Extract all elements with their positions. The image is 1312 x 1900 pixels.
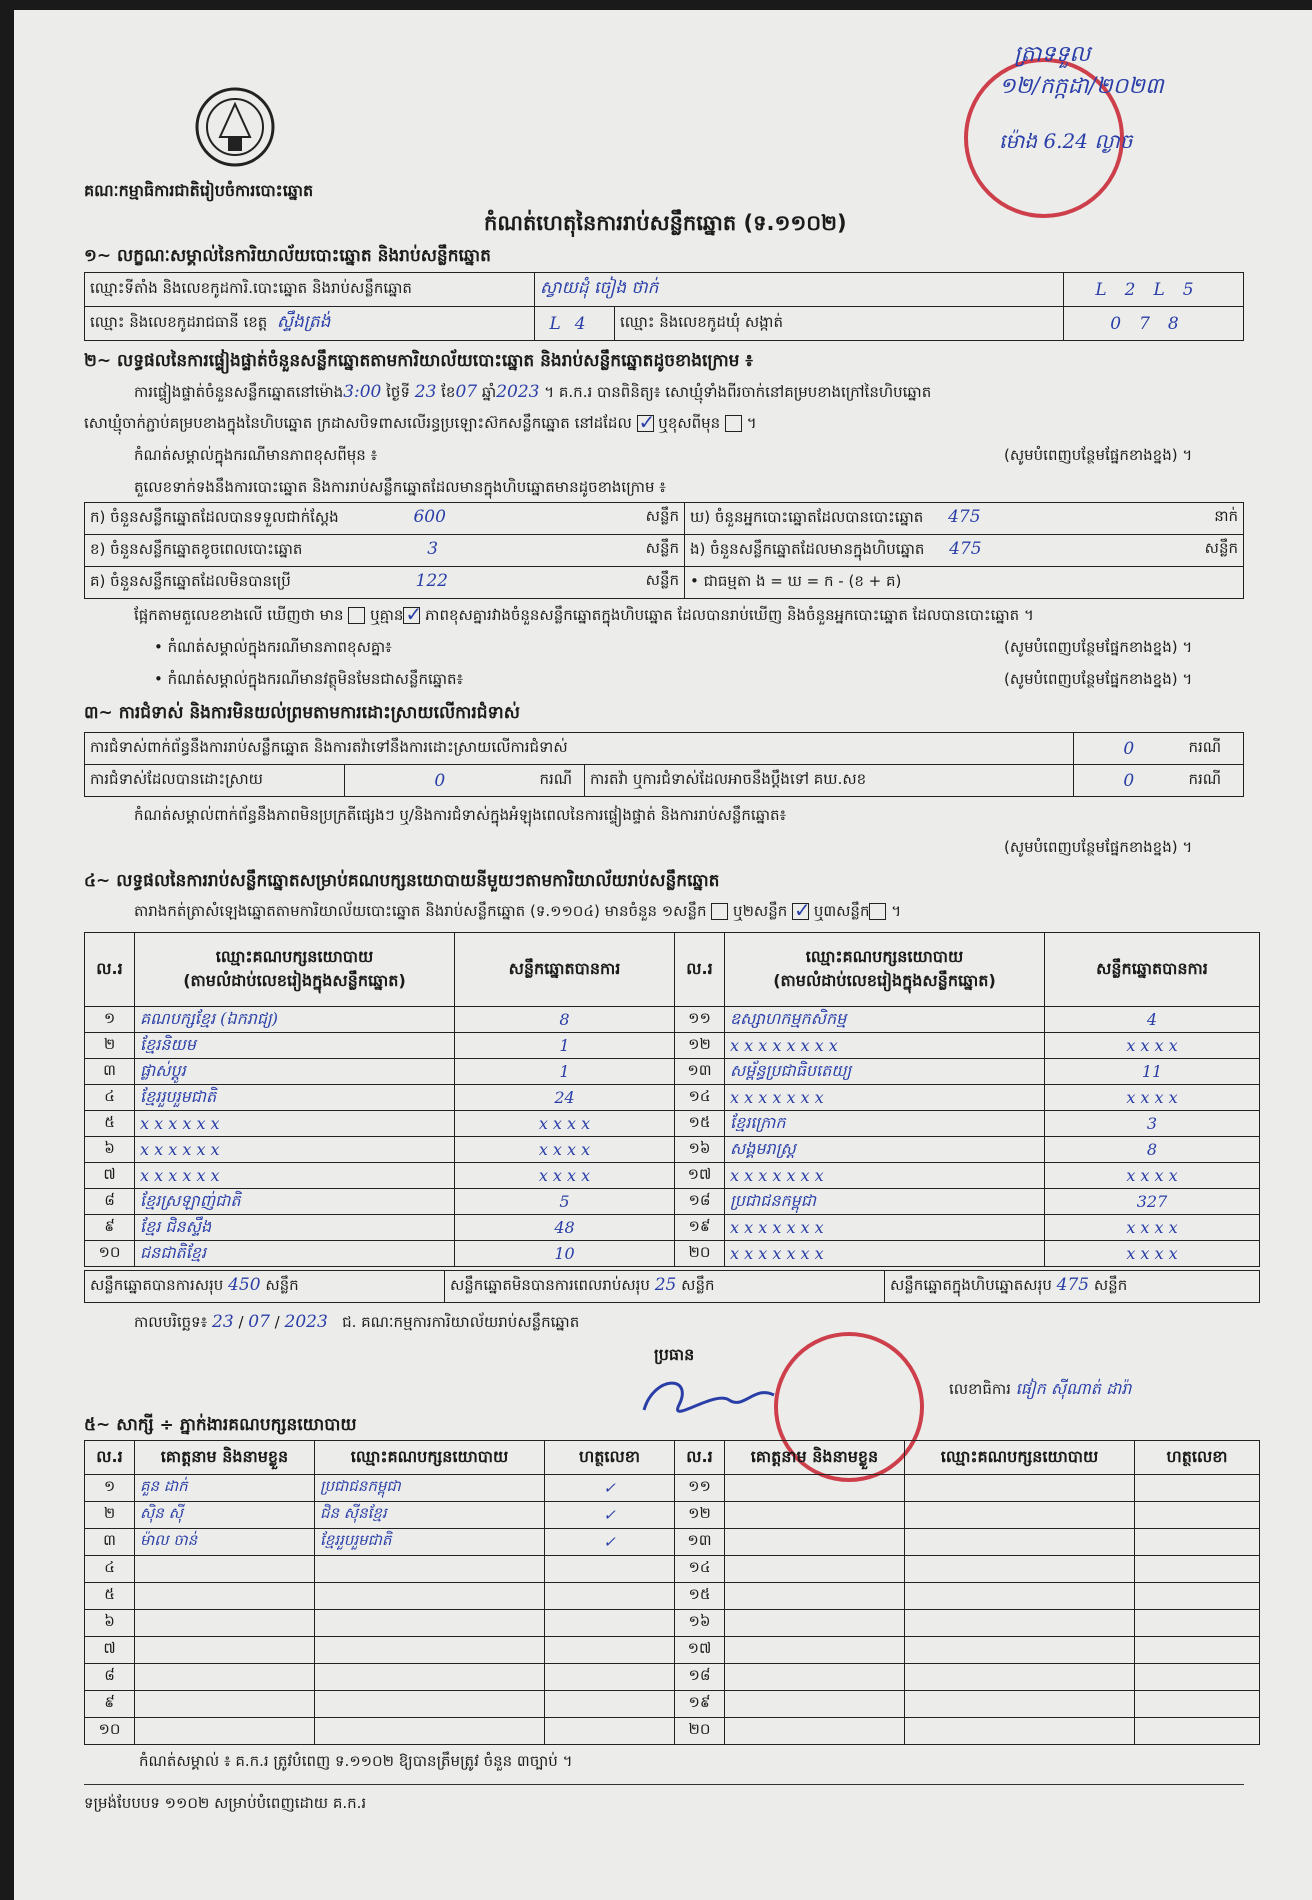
result-votes: x x x x	[455, 1137, 675, 1163]
witness-no: ១	[85, 1475, 135, 1502]
chair-label: ប្រធាន	[654, 1345, 695, 1364]
result-votes: 5	[455, 1189, 675, 1215]
location-code: L2L5	[1064, 273, 1244, 307]
witness-no: ១៥	[675, 1583, 725, 1610]
result-party: សម្ព័ន្ធប្រជាធិបតេយ្យ	[725, 1059, 1045, 1085]
result-no: ៤	[85, 1085, 135, 1111]
witness-no: ១៧	[675, 1637, 725, 1664]
witness-row	[85, 1691, 1260, 1718]
result-no: ១៩	[675, 1215, 725, 1241]
one-sheet-checkbox[interactable]	[711, 903, 728, 920]
witness-row	[85, 1664, 1260, 1691]
results-row	[85, 1033, 1260, 1059]
witness-signature	[545, 1637, 675, 1664]
result-no: ១៧	[675, 1163, 725, 1189]
col-party-2: ឈ្មោះគណបក្សនយោបាយ (តាមលំដាប់លេខរៀងក្នុងសន្លឹកឆ្នោត)	[725, 933, 1045, 1007]
result-votes: 327	[1045, 1189, 1260, 1215]
w-col-party-2: ឈ្មោះគណបក្សនយោបាយ	[905, 1441, 1135, 1475]
result-party: ឧស្សាហកម្មកសិកម្ម	[725, 1007, 1045, 1033]
witness-no: ៥	[85, 1583, 135, 1610]
irregularity-fill-note: (សូមបំពេញបន្ថែមផ្នែកខាងខ្នង) ។	[1004, 838, 1193, 856]
commune-label: ឈ្មោះ និងលេខកូដឃុំ សង្កាត់	[615, 307, 1064, 341]
witness-name	[135, 1691, 315, 1718]
fill-note: (សូមបំពេញបន្ថែមផ្នែកខាងខ្នង) ។	[1004, 446, 1193, 464]
witness-signature	[1135, 1502, 1260, 1529]
results-table	[84, 932, 1260, 1267]
commune-code: 078	[1064, 307, 1244, 341]
result-no: ១៨	[675, 1189, 725, 1215]
result-party: ខ្មែររួបរួមជាតិ	[135, 1085, 455, 1111]
objections-unit: ករណី	[1184, 733, 1244, 765]
result-party: x x x x x x x	[725, 1241, 1045, 1267]
result-votes: 11	[1045, 1059, 1260, 1085]
result-votes: x x x x	[1045, 1033, 1260, 1059]
result-party: x x x x x x x	[725, 1085, 1045, 1111]
result-votes: x x x x	[1045, 1085, 1260, 1111]
witness-name	[135, 1610, 315, 1637]
witness-party	[315, 1718, 545, 1745]
result-votes: 10	[455, 1241, 675, 1267]
result-no: ៩	[85, 1215, 135, 1241]
witness-row	[85, 1475, 1260, 1502]
national-emblem-icon	[190, 82, 280, 172]
witness-no: ៧	[85, 1637, 135, 1664]
witness-name	[725, 1502, 905, 1529]
witness-no: ៨	[85, 1664, 135, 1691]
w-col-sign: ហត្ថលេខា	[545, 1441, 675, 1475]
difference-fill-note: (សូមបំពេញបន្ថែមផ្នែកខាងខ្នង) ។	[1004, 638, 1193, 656]
verification-paragraph: ការផ្ទៀងផ្ទាត់ចំនួនសន្លឹកឆ្នោតនៅម៉ោង3:00 ថ្ងៃទី 23 ខែ07 ឆ្នាំ2023 ។ គ.ក.រ បានពិនិត្យ៖ សោឃ្មុំទាំងពីរចាក់នៅគម្របខាងក្រៅនៃហិបឆ្នោត	[134, 382, 932, 402]
form-note: ទម្រង់បែបបទ ១១០២ សម្រាប់បំពេញដោយ គ.ក.រ	[84, 1794, 367, 1812]
witness-signature	[1135, 1718, 1260, 1745]
result-no: ៣	[85, 1059, 135, 1085]
in-box-row: ង) ចំនួនសន្លឹកឆ្នោតដែលមានក្នុងហិបឆ្នោត 475 សន្លឹក	[685, 535, 1244, 567]
col-party: ឈ្មោះគណបក្សនយោបាយ (តាមលំដាប់លេខរៀងក្នុងសន្លឹកឆ្នោត)	[135, 933, 455, 1007]
result-votes: x x x x	[455, 1163, 675, 1189]
witness-name	[725, 1691, 905, 1718]
witness-party	[905, 1691, 1135, 1718]
irregularity-note: កំណត់សម្គាល់ពាក់ព័ន្ធនឹងភាពមិនប្រក្រតីផ្សេងៗ ឬ/និងការជំទាស់ក្នុងអំឡុងពេលនៃការផ្ទៀងផ្ទាត់ និងការរាប់សន្លឹកឆ្នោត៖	[134, 806, 787, 824]
witness-signature	[1135, 1475, 1260, 1502]
witness-no: ១៩	[675, 1691, 725, 1718]
totals-row	[84, 1270, 1260, 1303]
figures-intro: តួលេខទាក់ទងនឹងការបោះឆ្នោត និងការរាប់សន្លឹកឆ្នោតដែលមានក្នុងហិបឆ្នោតមានដូចខាងក្រោម ៖	[134, 478, 666, 496]
witness-no: ១៦	[675, 1610, 725, 1637]
results-row	[85, 1085, 1260, 1111]
result-votes: 8	[455, 1007, 675, 1033]
objections-count: 0	[1074, 733, 1184, 765]
result-votes: x x x x	[455, 1111, 675, 1137]
result-party: x x x x x x	[135, 1137, 455, 1163]
section-4-heading: ៤~ លទ្ធផលនៃការរាប់សន្លឹកឆ្នោតសម្រាប់គណបក្សនយោបាយនីមួយៗតាមការិយាល័យរាប់សន្លឹកឆ្នោត	[84, 871, 720, 891]
witness-no: ២០	[675, 1718, 725, 1745]
result-party: ខ្មែរក្រោក	[725, 1111, 1045, 1137]
witness-party	[315, 1610, 545, 1637]
unchanged-checkbox[interactable]	[637, 415, 654, 432]
result-votes: 4	[1045, 1007, 1260, 1033]
witness-party	[315, 1637, 545, 1664]
objections-count-label: ការជំទាស់ពាក់ព័ន្ធនឹងការរាប់សន្លឹកឆ្នោត និងការតវ៉ាទៅនឹងការដោះស្រាយលើការជំទាស់	[85, 733, 1074, 765]
result-no: ២	[85, 1033, 135, 1059]
result-votes: 1	[455, 1059, 675, 1085]
result-no: ៨	[85, 1189, 135, 1215]
appeal-count: 0	[1074, 765, 1184, 797]
witness-row	[85, 1610, 1260, 1637]
secretary: លេខាធិការ ផៀក ស៊ីណាត់ ដារ៉ា	[949, 1379, 1132, 1398]
witness-name	[725, 1637, 905, 1664]
results-row	[85, 1163, 1260, 1189]
result-votes: 3	[1045, 1111, 1260, 1137]
result-votes: x x x x	[1045, 1241, 1260, 1267]
results-row	[85, 1189, 1260, 1215]
three-sheets-checkbox[interactable]	[869, 903, 886, 920]
resolved-unit: ករណី	[535, 765, 585, 797]
foreign-fill-note: (សូមបំពេញបន្ថែមផ្នែកខាងខ្នង) ។	[1004, 670, 1193, 688]
witness-row	[85, 1637, 1260, 1664]
has-difference-checkbox[interactable]	[348, 607, 365, 624]
witness-party	[905, 1583, 1135, 1610]
witness-name	[725, 1718, 905, 1745]
handwritten-received-date: ១២/កក្កដា/២០២៣	[999, 74, 1164, 99]
page-title: កំណត់ហេតុនៃការរាប់សន្លឹកឆ្នោត (ទ.១១០២)	[484, 211, 847, 235]
results-row	[85, 1137, 1260, 1163]
figures-table	[84, 502, 1244, 599]
witness-signature: ✓	[545, 1475, 675, 1502]
objections-table	[84, 732, 1244, 797]
result-votes: 24	[455, 1085, 675, 1111]
witness-signature	[1135, 1664, 1260, 1691]
voters-row: ឃ) ចំនួនអ្នកបោះឆ្នោតដែលបានបោះឆ្នោត 475 នាក់	[685, 503, 1244, 535]
witness-signature	[1135, 1556, 1260, 1583]
col-votes-2: សន្លឹកឆ្នោតបានការ	[1045, 933, 1260, 1007]
result-party: សង្គមរាស្ត្រ	[725, 1137, 1045, 1163]
result-no: ២០	[675, 1241, 725, 1267]
appeal-label: ការតវ៉ា ឬការជំទាស់ដែលអាចនឹងប្ដឹងទៅ គឃ.សខ	[585, 765, 1074, 797]
witness-party	[315, 1664, 545, 1691]
witness-name	[135, 1718, 315, 1745]
w-col-name-2: គោត្តនាម និងនាមខ្លួន	[725, 1441, 905, 1475]
section-2-heading: ២~ លទ្ធផលនៃការផ្ទៀងផ្ទាត់ចំនួនសន្លឹកឆ្នោតតាមការិយាល័យបោះឆ្នោត និងរាប់សន្លឹកឆ្នោតដូចខាងក្រោម ៖	[84, 351, 753, 371]
witness-row	[85, 1529, 1260, 1556]
witness-row	[85, 1718, 1260, 1745]
witness-name: ស៊ិន ស៊ី	[135, 1502, 315, 1529]
result-party: x x x x x x x	[725, 1163, 1045, 1189]
result-no: ៥	[85, 1111, 135, 1137]
witness-signature	[545, 1610, 675, 1637]
witness-party	[905, 1718, 1135, 1745]
witness-signature: ✓	[545, 1529, 675, 1556]
changed-checkbox[interactable]	[725, 415, 742, 432]
w-col-no-2: ល.រ	[675, 1441, 725, 1475]
resolved-count: 0	[345, 765, 535, 797]
witness-no: ៦	[85, 1610, 135, 1637]
witness-party	[905, 1610, 1135, 1637]
witness-no: ៩	[85, 1691, 135, 1718]
tally-sheet-count: តារាងកត់ត្រាសំឡេងឆ្នោតតាមការិយាល័យបោះឆ្នោត និងរាប់សន្លឹកឆ្នោត (ទ.១១០៤) មានចំនួន ១សន្លឹក ឬ២សន្លឹក ✓ ឬ៣សន្លឹក ។	[134, 902, 901, 924]
witness-party	[905, 1529, 1135, 1556]
witness-row	[85, 1556, 1260, 1583]
unused-row: គ) ចំនួនសន្លឹកឆ្នោតដែលមិនបានប្រើ 122 សន្លឹក	[85, 567, 685, 599]
section-3-heading: ៣~ ការជំទាស់ និងការមិនយល់ព្រមតាមការដោះស្រាយលើការជំទាស់	[84, 703, 520, 723]
result-no: ១២	[675, 1033, 725, 1059]
location-table	[84, 272, 1244, 341]
document-page	[14, 10, 1312, 1900]
witness-signature	[1135, 1691, 1260, 1718]
results-row	[85, 1215, 1260, 1241]
witness-no: ១០	[85, 1718, 135, 1745]
change-note-label: កំណត់សម្គាល់ក្នុងករណីមានភាពខុសពីមុន ៖	[134, 446, 378, 464]
witness-name	[725, 1664, 905, 1691]
witness-name	[725, 1556, 905, 1583]
w-col-sign-2: ហត្ថលេខា	[1135, 1441, 1260, 1475]
witness-party: ខ្មែររួបរួមជាតិ	[315, 1529, 545, 1556]
witness-party	[905, 1556, 1135, 1583]
witness-no: ១៣	[675, 1529, 725, 1556]
result-no: ១៣	[675, 1059, 725, 1085]
witness-signature	[545, 1664, 675, 1691]
witness-no: ១១	[675, 1475, 725, 1502]
result-votes: 1	[455, 1033, 675, 1059]
witness-name	[135, 1556, 315, 1583]
location-name-label: ឈ្មោះទីតាំង និងលេខកូដការិ.បោះឆ្នោត និងរាប់សន្លឹកឆ្នោត	[85, 273, 535, 307]
result-party: ខ្មែរនិយម	[135, 1033, 455, 1059]
foreign-object-note: • កំណត់សម្គាល់ក្នុងករណីមានវត្ថុមិនមែនជាសន្លឹកឆ្នោត៖	[154, 670, 464, 688]
location-name-value: ស្វាយដុំ ចៀង ថាក់	[535, 273, 1064, 307]
witness-party: ប្រជាជនកម្ពុជា	[315, 1475, 545, 1502]
witness-party	[905, 1664, 1135, 1691]
results-row	[85, 1007, 1260, 1033]
two-sheets-checkbox[interactable]	[792, 903, 809, 920]
result-no: ១៤	[675, 1085, 725, 1111]
total-in-box: សន្លឹកឆ្នោតក្នុងហិបឆ្នោតសរុប 475 សន្លឹក	[885, 1271, 1260, 1303]
witness-signature	[545, 1718, 675, 1745]
total-invalid: សន្លឹកឆ្នោតមិនបានការពេលរាប់សរុប 25 សន្លឹក	[445, 1271, 885, 1303]
section-5-heading: ៥~ សាក្សី ÷ ភ្នាក់ងារគណបក្សនយោបាយ	[84, 1415, 357, 1435]
witness-name	[725, 1583, 905, 1610]
witness-row	[85, 1502, 1260, 1529]
w-col-no: ល.រ	[85, 1441, 135, 1475]
result-party: x x x x x x x x	[725, 1033, 1045, 1059]
witness-signature	[1135, 1610, 1260, 1637]
result-no: ៦	[85, 1137, 135, 1163]
total-valid: សន្លឹកឆ្នោតបានការសរុប 450 សន្លឹក	[85, 1271, 445, 1303]
witness-no: ៤	[85, 1556, 135, 1583]
witness-name	[725, 1529, 905, 1556]
verification-paragraph-2: សោឃ្មុំចាក់ភ្ជាប់គម្របខាងក្នុងនៃហិបឆ្នោត ក្រដាសបិទពាសលើរន្ធប្រឡោះស៊កសន្លឹកឆ្នោត នៅដដែល ✓ ឬខុសពីមុន ។	[84, 414, 1244, 436]
witness-name	[725, 1610, 905, 1637]
col-votes: សន្លឹកឆ្នោតបានការ	[455, 933, 675, 1007]
witness-party	[315, 1691, 545, 1718]
results-row	[85, 1111, 1260, 1137]
received-row: ក) ចំនួនសន្លឹកឆ្នោតដែលបានទទួលជាក់ស្តែង 600 សន្លឹក	[85, 503, 685, 535]
col-no-2: ល.រ	[675, 933, 725, 1007]
section-1-heading: ១~ លក្ខណៈសម្គាល់នៃការិយាល័យបោះឆ្នោត និងរាប់សន្លឹកឆ្នោត	[84, 246, 491, 266]
w-col-name: គោត្តនាម និងនាមខ្លួន	[135, 1441, 315, 1475]
witness-party: ជិន ស៊ីនខ្មែរ	[315, 1502, 545, 1529]
witness-signature	[545, 1556, 675, 1583]
appeal-unit: ករណី	[1184, 765, 1244, 797]
witness-signature	[1135, 1637, 1260, 1664]
result-party: ខ្មែរ ជិនស្ទឹង	[135, 1215, 455, 1241]
result-party: ជនជាតិខ្មែរ	[135, 1241, 455, 1267]
witness-name	[135, 1583, 315, 1610]
witness-no: ៣	[85, 1529, 135, 1556]
result-votes: 48	[455, 1215, 675, 1241]
results-row	[85, 1241, 1260, 1267]
results-row	[85, 1059, 1260, 1085]
witness-no: ២	[85, 1502, 135, 1529]
witness-signature: ✓	[545, 1502, 675, 1529]
witness-row	[85, 1583, 1260, 1610]
result-votes: x x x x	[1045, 1163, 1260, 1189]
result-party: ប្រជាជនកម្ពុជា	[725, 1189, 1045, 1215]
result-votes: 8	[1045, 1137, 1260, 1163]
result-party: គណបក្សខ្មែរ (ឯករាជ្យ)	[135, 1007, 455, 1033]
witness-party	[905, 1637, 1135, 1664]
spoiled-row: ខ) ចំនួនសន្លឹកឆ្នោតខូចពេលបោះឆ្នោត 3 សន្លឹក	[85, 535, 685, 567]
result-party: x x x x x x x	[725, 1215, 1045, 1241]
witness-signature	[545, 1691, 675, 1718]
witness-signature	[1135, 1529, 1260, 1556]
result-no: ១	[85, 1007, 135, 1033]
formula: • ជាធម្មតា ង = ឃ = ក - (ខ + គ)	[685, 567, 1244, 599]
province-code: L4	[535, 307, 615, 341]
result-no: ១៦	[675, 1137, 725, 1163]
footer-divider	[84, 1784, 1244, 1785]
no-difference-checkbox[interactable]	[403, 607, 420, 624]
org-name: គណៈកម្មាធិការជាតិរៀបចំការបោះឆ្នោត	[84, 181, 314, 200]
result-no: ៧	[85, 1163, 135, 1189]
result-party: x x x x x x	[135, 1111, 455, 1137]
result-no: ១១	[675, 1007, 725, 1033]
difference-note: • កំណត់សម្គាល់ក្នុងករណីមានភាពខុសគ្នា៖	[154, 638, 392, 656]
w-col-party: ឈ្មោះគណបក្សនយោបាយ	[315, 1441, 545, 1475]
compare-line: ផ្អែកតាមតួលេខខាងលើ ឃើញថា មាន ឬគ្មាន✓ ភាពខុសគ្នារវាងចំនួនសន្លឹកឆ្នោតក្នុងហិបឆ្នោត ដែលបានរាប់ឃើញ និងចំនួនអ្នកបោះឆ្នោត ដែលបានបោះឆ្នោត ។	[134, 606, 1244, 628]
chair-signature-icon	[634, 1370, 784, 1430]
col-no: ល.រ	[85, 933, 135, 1007]
witness-signature	[545, 1583, 675, 1610]
result-party: x x x x x x	[135, 1163, 455, 1189]
signing-date: កាលបរិច្ឆេទ៖ 23 / 07 / 2023 ជ. គណៈកម្មការការិយាល័យរាប់សន្លឹកឆ្នោត	[134, 1312, 580, 1332]
witness-no: ១៤	[675, 1556, 725, 1583]
witness-name: ម៉ាល ចាន់	[135, 1529, 315, 1556]
handwritten-received: ត្រាទទួល	[1014, 42, 1091, 67]
witness-party	[315, 1556, 545, 1583]
witness-name: គួន ដាក់	[135, 1475, 315, 1502]
witness-no: ១៨	[675, 1664, 725, 1691]
witness-name	[135, 1637, 315, 1664]
witness-party	[315, 1583, 545, 1610]
result-no: ១០	[85, 1241, 135, 1267]
result-party: ផ្លាស់ប្ដូរ	[135, 1059, 455, 1085]
witness-party	[905, 1475, 1135, 1502]
witness-no: ១២	[675, 1502, 725, 1529]
handwritten-received-time: ម៉ោង 6.24 ល្ងាច	[999, 129, 1133, 153]
witness-table	[84, 1440, 1260, 1745]
result-party: ខ្មែរស្រឡាញ់ជាតិ	[135, 1189, 455, 1215]
footnote: កំណត់សម្គាល់ ៖ គ.ក.រ ត្រូវបំពេញ ទ.១១០២ ឱ្យបានត្រឹមត្រូវ ចំនួន ៣ច្បាប់ ។	[139, 1752, 573, 1770]
province-label: ឈ្មោះ និងលេខកូដរាជធានី ខេត្ត ស្ទឹងត្រង់	[85, 307, 535, 341]
witness-signature	[1135, 1583, 1260, 1610]
result-votes: x x x x	[1045, 1215, 1260, 1241]
witness-name	[725, 1475, 905, 1502]
resolved-label: ការជំទាស់ដែលបានដោះស្រាយ	[85, 765, 345, 797]
witness-name	[135, 1664, 315, 1691]
result-no: ១៥	[675, 1111, 725, 1137]
witness-party	[905, 1502, 1135, 1529]
